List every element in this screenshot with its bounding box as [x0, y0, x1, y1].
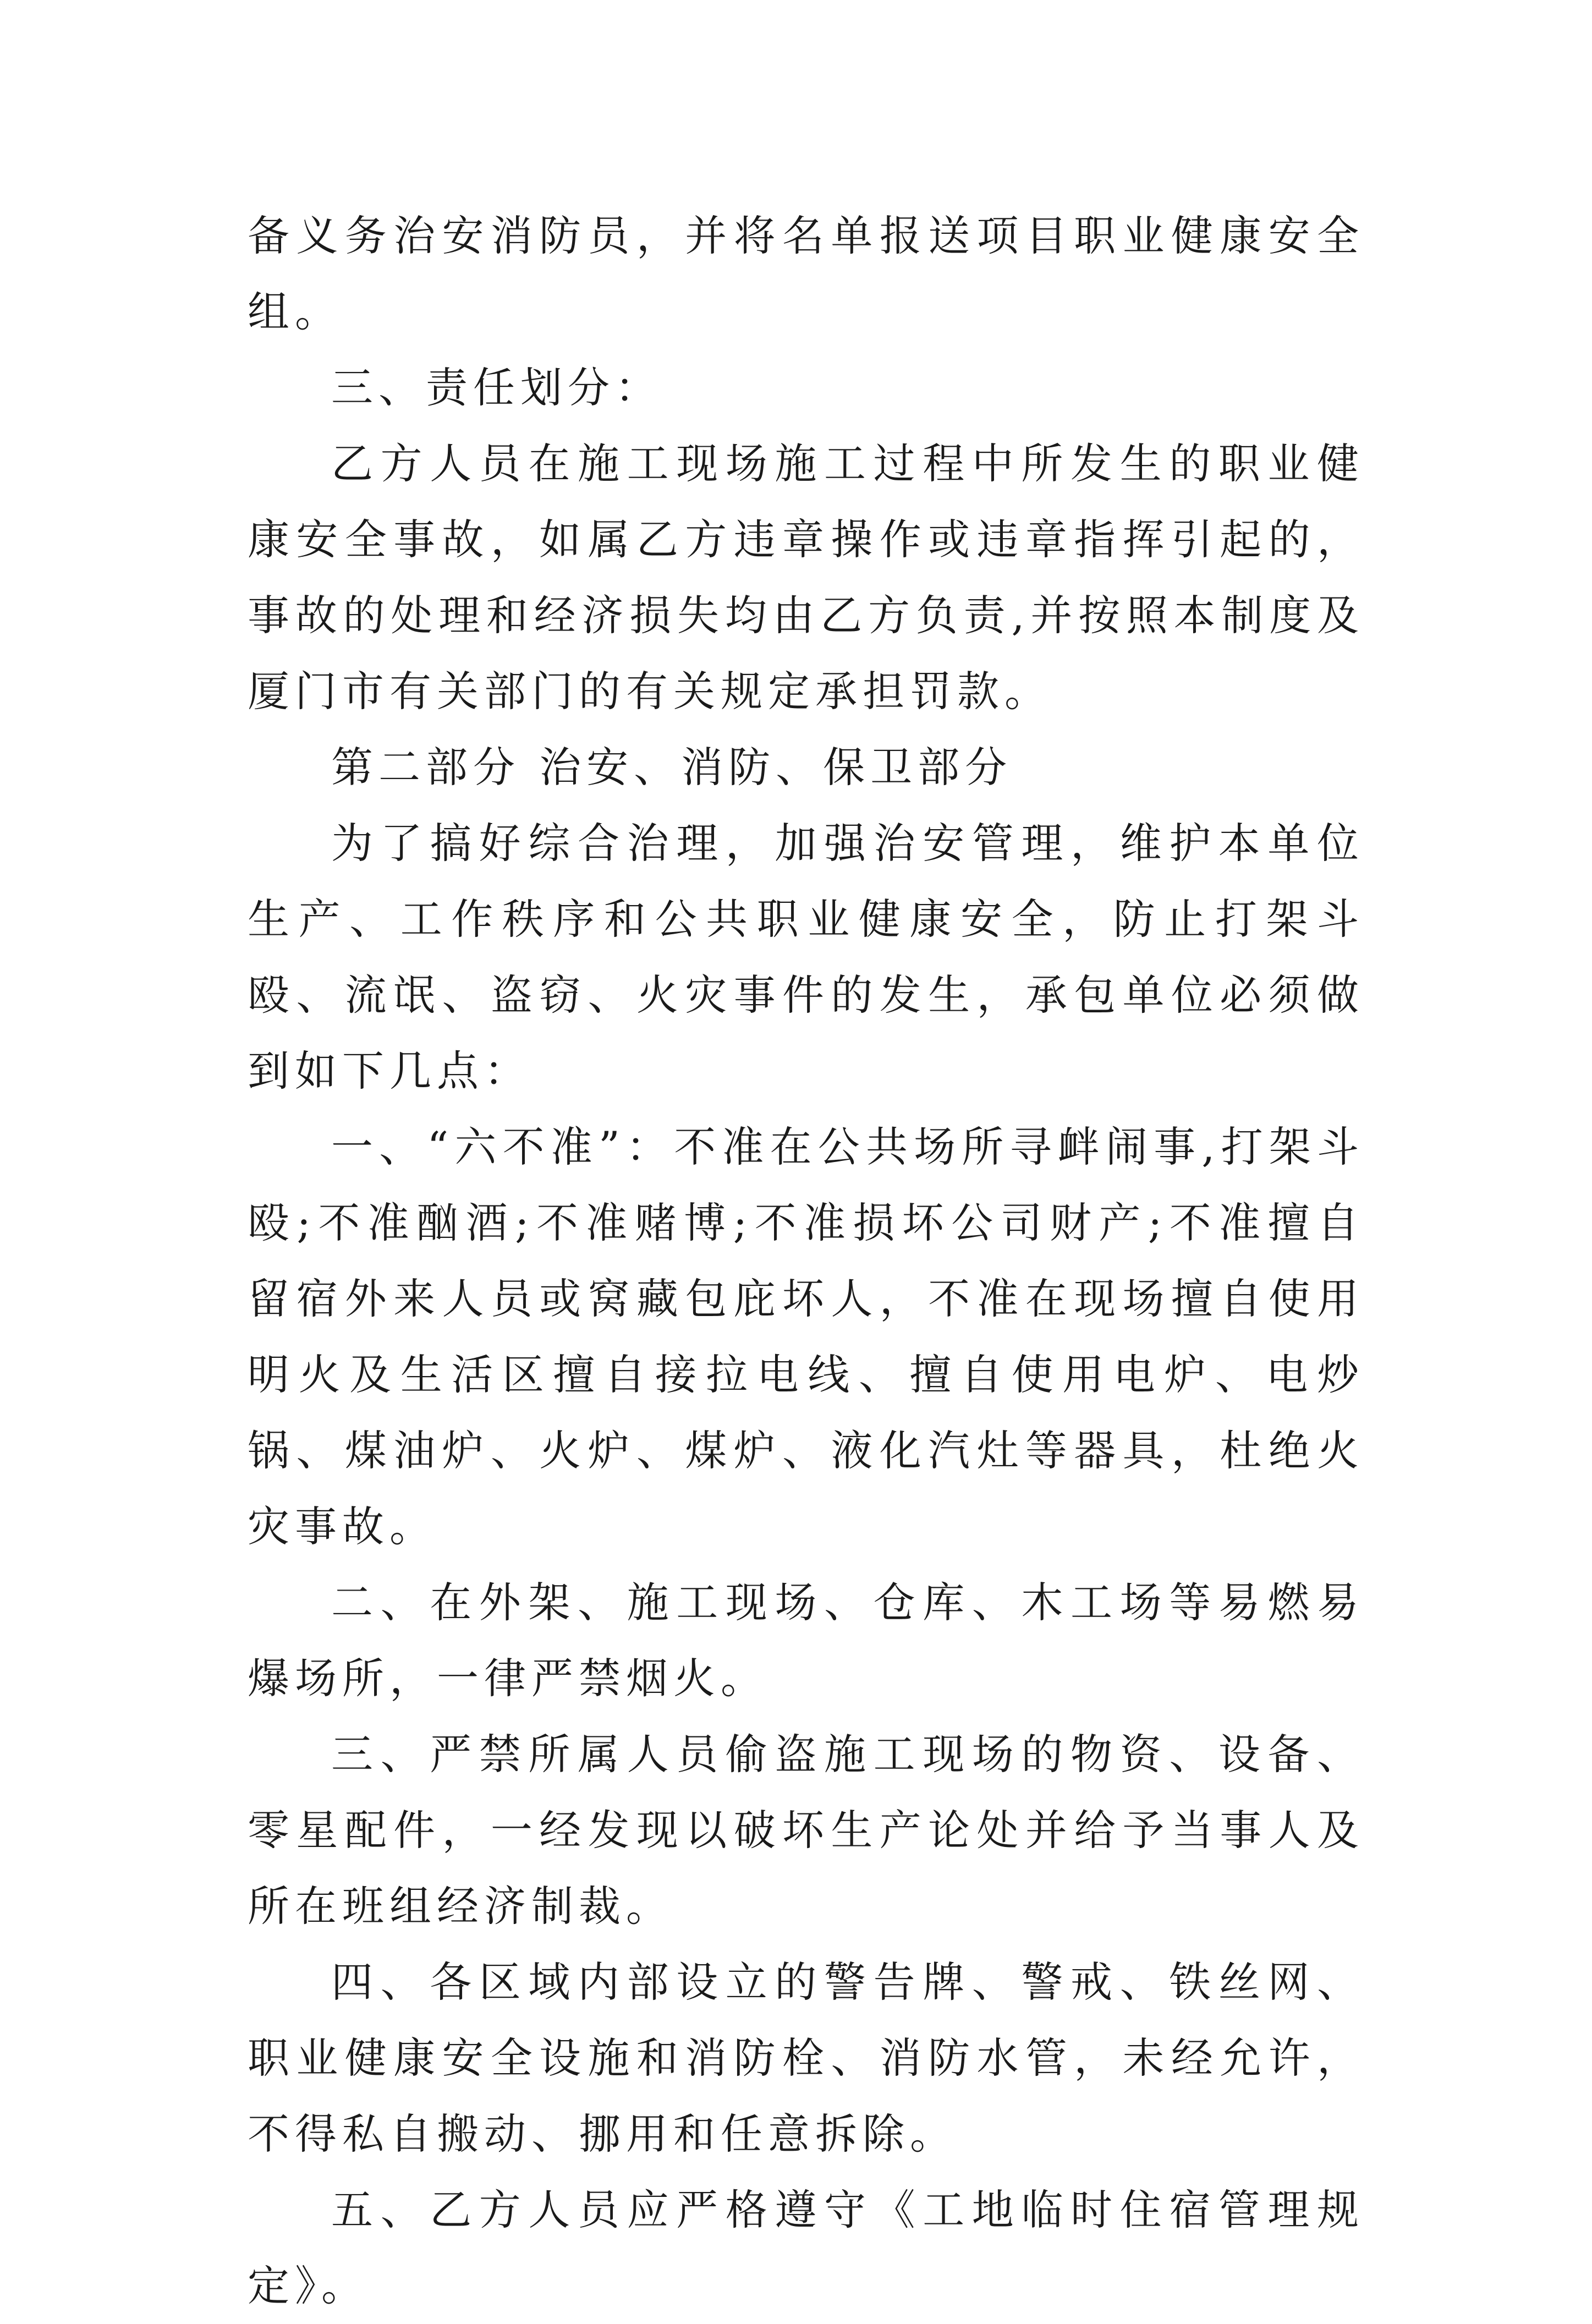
part-two-heading: 第二部分 治安、消防、保卫部分	[331, 743, 1013, 792]
paragraph-5: 为了搞好综合治理，加强治安管理，维护本单位生产、工作秩序和公共职业健康安全，防止打架斗殴、流氓、盗窃、火灾事件的发生，承包单位必须做到如下几点：	[248, 819, 1364, 1095]
section-heading-responsibility: 三、责任划分：	[331, 363, 662, 412]
rule-item-3: 三、严禁所属人员偷盗施工现场的物资、设备、零星配件，一经发现以破坏生产论处并给予当事人及所在班组经济制裁。	[248, 1730, 1364, 1931]
rule-item-1: 一、“六不准”：不准在公共场所寻衅闹事,打架斗殴;不准酗酒;不准赌博;不准损坏公司财产;不准擅自留宿外来人员或窝藏包庇坏人，不准在现场擅自使用明火及生活区擅自接拉电线、擅自使用电炉、电炒锅、煤油炉、火炉、煤炉、液化汽灶等器具，杜绝火灾事故。	[248, 1122, 1364, 1551]
rule-item-4: 四、各区域内部设立的警告牌、警戒、铁丝网、职业健康安全设施和消防栓、消防水管，未经允许，不得私自搬动、挪用和任意拆除。	[248, 1958, 1364, 2158]
document-body	[248, 198, 1364, 2324]
paragraph-3: 乙方人员在施工现场施工过程中所发生的职业健康安全事故，如属乙方违章操作或违章指挥引起的，事故的处理和经济损失均由乙方负责,并按照本制度及厦门市有关部门的有关规定承担罚款。	[248, 439, 1364, 716]
rule-item-2: 二、在外架、施工现场、仓库、木工场等易燃易爆场所，一律严禁烟火。	[248, 1578, 1364, 1703]
paragraph-1: 备义务治安消防员，并将名单报送项目职业健康安全组。	[248, 211, 1364, 336]
rule-item-5: 五、乙方人员应严格遵守《工地临时住宿管理规定》。	[248, 2185, 1364, 2310]
